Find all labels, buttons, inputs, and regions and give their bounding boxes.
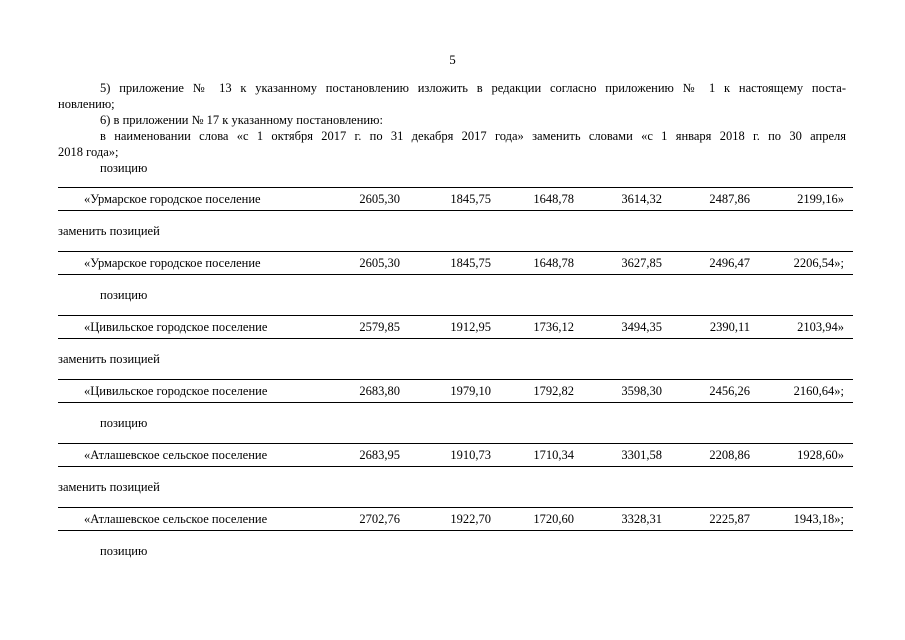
label-position: позицию xyxy=(100,544,148,558)
row-value: 2160,64»; xyxy=(793,384,844,398)
table-row xyxy=(58,187,853,211)
row-value: 1979,10 xyxy=(450,384,491,398)
table-row xyxy=(58,507,853,531)
label-replace-with: заменить позицией xyxy=(58,352,160,366)
row-value: 2605,30 xyxy=(359,256,400,270)
row-value: 2487,86 xyxy=(709,192,750,206)
paragraph-title-line-2: 2018 года»; xyxy=(58,145,119,159)
row-value: 1792,82 xyxy=(533,384,574,398)
paragraph-5-line-1 xyxy=(58,80,846,96)
table-row xyxy=(58,251,853,275)
row-value: 3614,32 xyxy=(621,192,662,206)
row-value: 2225,87 xyxy=(709,512,750,526)
row-value: 2683,95 xyxy=(359,448,400,462)
row-value: 1928,60» xyxy=(797,448,844,462)
row-value: 3494,35 xyxy=(621,320,662,334)
row-settlement-name: «Цивильское городское поселение xyxy=(84,320,268,334)
row-settlement-name: «Урмарское городское поселение xyxy=(84,192,261,206)
row-value: 1910,73 xyxy=(450,448,491,462)
row-value: 3301,58 xyxy=(621,448,662,462)
paragraph-6-text: 6) в приложении № 17 к указанному постановлению: xyxy=(100,113,383,127)
row-value: 1736,12 xyxy=(533,320,574,334)
row-value: 1912,95 xyxy=(450,320,491,334)
row-value: 3598,30 xyxy=(621,384,662,398)
row-value: 1943,18»; xyxy=(793,512,844,526)
row-value: 2683,80 xyxy=(359,384,400,398)
label-replace-with: заменить позицией xyxy=(58,224,160,238)
row-value: 2579,85 xyxy=(359,320,400,334)
paragraph-6-line-1 xyxy=(58,112,846,128)
row-value: 3328,31 xyxy=(621,512,662,526)
row-value: 3627,85 xyxy=(621,256,662,270)
row-value: 2208,86 xyxy=(709,448,750,462)
row-value: 2605,30 xyxy=(359,192,400,206)
paragraph-title-text: в наименовании слова «с 1 октября 2017 г. по 31 декабря 2017 года» заменить словами «с 1 января 2018 г. по 30 апреля xyxy=(100,129,846,143)
row-settlement-name: «Атлашевское сельское поселение xyxy=(84,448,268,462)
label-replace-with: заменить позицией xyxy=(58,480,160,494)
page-number: 5 xyxy=(449,52,456,67)
row-value: 2103,94» xyxy=(797,320,844,334)
row-value: 2199,16» xyxy=(797,192,844,206)
table-row xyxy=(58,315,853,339)
row-settlement-name: «Цивильское городское поселение xyxy=(84,384,268,398)
row-value: 2702,76 xyxy=(359,512,400,526)
row-value: 1845,75 xyxy=(450,256,491,270)
row-value: 2206,54»; xyxy=(793,256,844,270)
table-row xyxy=(58,379,853,403)
row-value: 1845,75 xyxy=(450,192,491,206)
row-value: 1648,78 xyxy=(533,192,574,206)
label-position: позицию xyxy=(100,288,148,302)
paragraph-5-text: 5) приложение № 13 к указанному постановлению изложить в редакции согласно приложению № 1 к настоящему поста- xyxy=(100,81,846,95)
row-settlement-name: «Урмарское городское поселение xyxy=(84,256,261,270)
table-row xyxy=(58,443,853,467)
row-settlement-name: «Атлашевское сельское поселение xyxy=(84,512,268,526)
label-position: позицию xyxy=(100,161,148,175)
row-value: 1648,78 xyxy=(533,256,574,270)
row-value: 2456,26 xyxy=(709,384,750,398)
row-value: 1710,34 xyxy=(533,448,574,462)
paragraph-title-line-1 xyxy=(58,128,846,144)
row-value: 2390,11 xyxy=(709,320,750,334)
paragraph-5-line-2: новлению; xyxy=(58,97,115,111)
row-value: 2496,47 xyxy=(709,256,750,270)
label-position: позицию xyxy=(100,416,148,430)
row-value: 1720,60 xyxy=(533,512,574,526)
row-value: 1922,70 xyxy=(450,512,491,526)
